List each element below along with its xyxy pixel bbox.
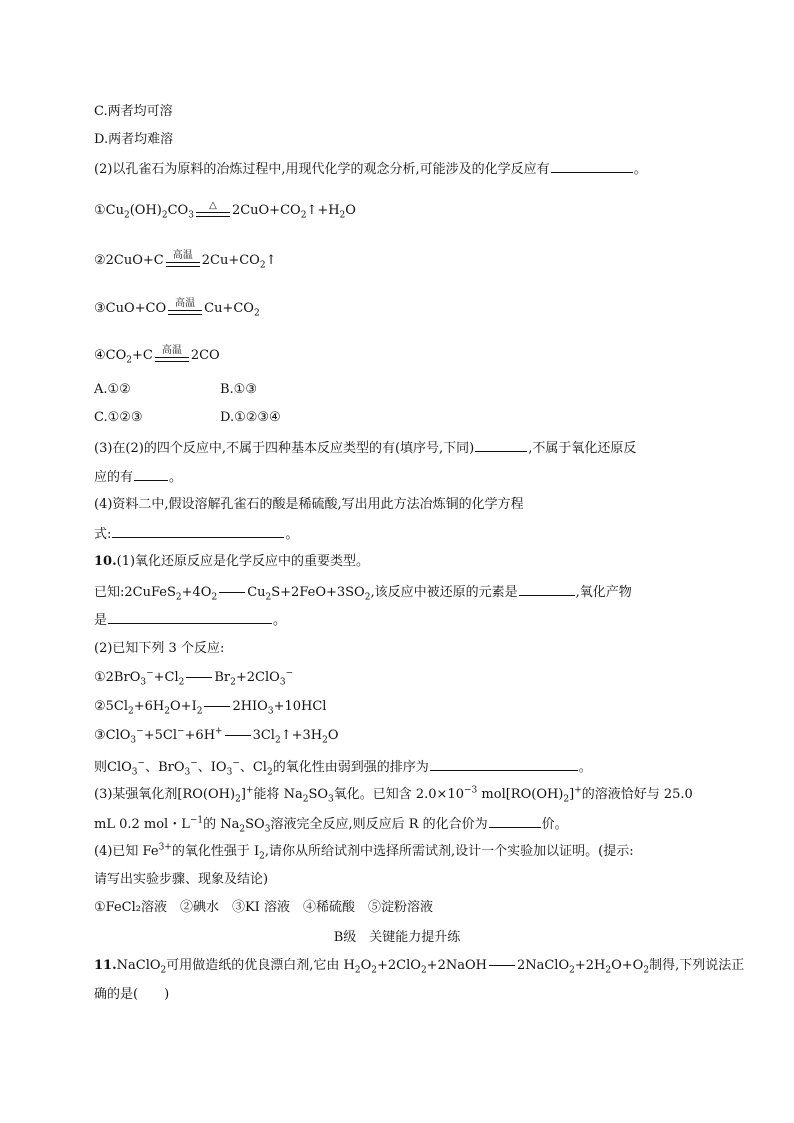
- q3-line1: (3)在(2)的四个反应中,不属于四种基本反应类型的有(填序号,下同) ,不属于氧化还原反: [94, 438, 636, 458]
- question-number: 11.: [94, 958, 117, 973]
- choice-c: C.①②③: [94, 410, 143, 425]
- answer-blank: [489, 814, 541, 828]
- answer-blank: [430, 757, 578, 771]
- choices-row-1: [94, 381, 257, 399]
- reaction-4: $④CO_2+C$ 高温 2CO: [94, 345, 220, 366]
- q10-known: 已知$:2CuFeS_2+4O_2$ $Cu_2S+2FeO+3SO_2$,该反应中被还原的元素是 ,氧化产物: [94, 582, 632, 602]
- q10-part3-line2: mL 0.2 mol・$L^{-1}$的 $Na_2SO_3$溶液完全反应,则反应后 R 的化合价为 价。: [94, 815, 568, 835]
- q10-part4-line2: 请写出实验步骤、现象及结论): [94, 872, 269, 887]
- q11-line2: 确的是( ): [94, 987, 170, 1002]
- choice-d: D.①②③④: [220, 410, 281, 425]
- reaction-equals: 高温: [155, 347, 189, 365]
- reaction-equals: 高温: [166, 252, 200, 270]
- question-number: 10.: [94, 554, 117, 569]
- q3-line2: 应的有 。: [94, 467, 182, 487]
- q10-known-line2: 是 。: [94, 610, 286, 630]
- reaction-3: ③CuO+CO 高温 $Cu+CO_2$: [94, 298, 260, 319]
- answer-blank: [551, 159, 633, 173]
- section-heading: B级 关键能力提升练: [333, 930, 461, 945]
- answer-blank: [519, 582, 575, 596]
- reaction-1: $①Cu_2(OH)_2CO_3$ △ $2CuO+CO_2↑+H_2O$: [94, 200, 356, 221]
- reaction-equals: 高温: [168, 300, 202, 318]
- q10-reagents: ①FeCl₂溶液 ②碘水 ③KI 溶液 ④稀硫酸 ⑤淀粉溶液: [94, 900, 433, 915]
- q4-line2: 式: 。: [94, 524, 298, 544]
- answer-blank: [112, 524, 284, 538]
- q10-part4-line1: (4)已知 $Fe^{3+}$的氧化性强于 $I_2$,请你从所给试剂中选择所需试剂,设计一个实验加以证明。(提示:: [94, 842, 634, 862]
- reaction-equals: △: [196, 202, 230, 220]
- reaction-2: ②2CuO+C 高温 $2Cu+CO_2↑$: [94, 250, 277, 271]
- option-d-prev: D.两者均难溶: [94, 132, 174, 147]
- q10-reaction-2: $②5Cl_2+6H_2O+I_2$ $2HIO_3+10HCl$: [94, 699, 327, 717]
- choice-b: B.①③: [220, 382, 257, 397]
- answer-blank: [475, 438, 527, 452]
- q10-reaction-3: ③ClO$_3$−+5Cl−+6H+ $3Cl_2↑+3H_2O$: [94, 726, 339, 746]
- q2-stem: (2)以孔雀石为原料的冶炼过程中,用现代化学的观念分析,可能涉及的化学反应有 。: [94, 159, 647, 179]
- answer-blank: [134, 467, 168, 481]
- q10-part1: 10.(1)氧化还原反应是化学反应中的重要类型。: [94, 554, 370, 569]
- q10-order: 则ClO$_3$−、BrO$_3$−、$IO_3^-$、$Cl_2$的氧化性由弱到强的排序为 。: [94, 758, 592, 778]
- q4-line1: (4)资料二中,假设溶解孔雀石的酸是稀硫酸,写出用此方法冶炼铜的化学方程: [94, 497, 524, 512]
- answer-blank: [108, 610, 272, 624]
- q10-part3-line1: (3)某强氧化剂$[RO(OH)_2]^+$能将 $Na_2SO_3$氧化。已知含 $2.0\times 10^{-3}$ $mol[RO(OH)_2]^+$的溶液恰好与 25.0: [94, 785, 693, 805]
- option-c-prev: C.两者均可溶: [94, 104, 173, 119]
- q10-part2: (2)已知下列 3 个反应:: [94, 641, 225, 656]
- choice-a: A.①②: [94, 382, 131, 397]
- q10-reaction-1: $①2BrO_3^-+Cl_2$ $Br_2+2ClO_3^-$: [94, 668, 294, 688]
- q11-line1: 11.NaClO$_2$可用做造纸的优良漂白剂,它由 $H_2O_2+2ClO_2+2NaOH$ $2NaClO_2+2H_2O+O_2$制得,下列说法正: [94, 958, 745, 976]
- choices-row-2: [94, 409, 281, 427]
